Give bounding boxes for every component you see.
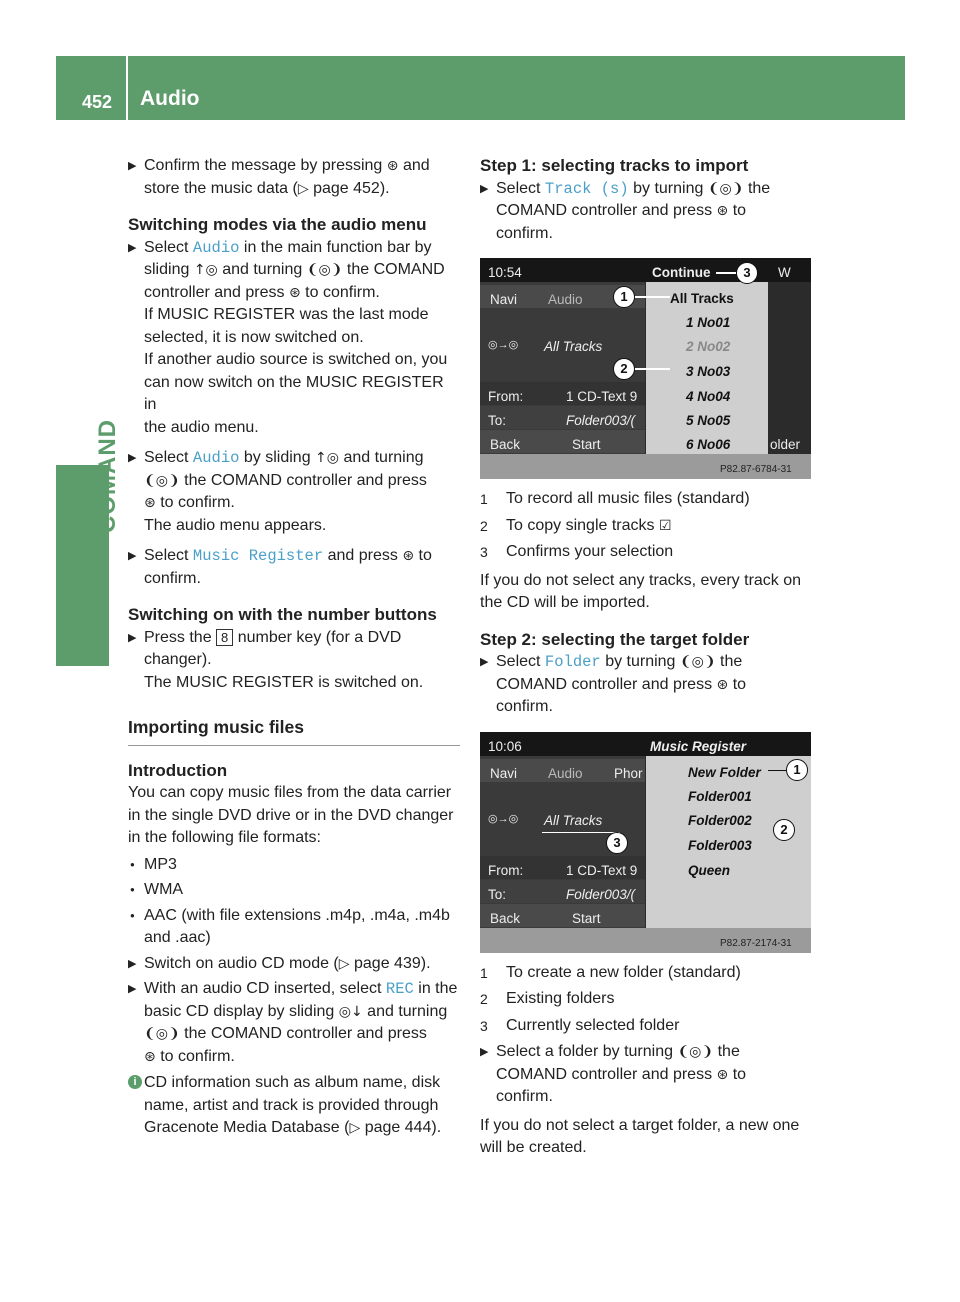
page-ref-icon: ▷	[338, 955, 350, 972]
press-icon: ⊛	[288, 284, 301, 301]
format-item: ● MP3	[128, 854, 460, 877]
press-icon: ⊛	[144, 495, 156, 511]
step-cd-mode: ▶ Switch on audio CD mode (▷ page 439).	[128, 953, 460, 976]
legend-item: 3 Currently selected folder	[480, 1016, 680, 1034]
checkbox-icon: ☑	[658, 517, 672, 534]
step-select-folder: ▶ Select Folder by turning ❨◎❩ the COMAND controller and press ⊛ to confirm.	[480, 651, 813, 719]
turn-icon: ❨◎❩	[144, 472, 180, 489]
step-select-tracks: ▶ Select Track (s) by turning ❨◎❩ the COMAND controller and press ⊛ to confirm.	[480, 178, 813, 246]
turn-icon: ❨◎❩	[679, 654, 716, 670]
callout-2: 2	[613, 358, 635, 380]
page-ref-icon: ▷	[349, 1120, 361, 1136]
turn-icon: ❨◎❩	[306, 262, 343, 278]
slide-up-icon: ↑◎	[193, 262, 218, 278]
page-ref-icon: ▷	[297, 180, 309, 197]
press-icon: ⊛	[716, 676, 729, 693]
screenshot-folder-selection: 10:06 Music Register Navi Audio Phor ◎→◎ All Tracks From: 1 CD-Text 9 To: Folder003/( Back Start New Folder Folder001 Folder002 Folder003 Queen P82.87-2174-31 1 2 3	[480, 732, 811, 953]
callout-3: 3	[736, 262, 758, 284]
info-icon: i	[128, 1075, 142, 1089]
callout-1: 1	[786, 759, 808, 781]
press-icon: ⊛	[716, 203, 729, 219]
step-select-audio: ▶ Select Audio in the main function bar by sliding ↑◎ and turning ❨◎❩ the COMAND controller and press ⊛ to confirm. If MUSIC REGISTER was the last mode selected, it is now switched on. If another audio source is switched on, you can now switch on the MUSIC REGISTER in the audio menu.	[128, 237, 460, 440]
disc-icon: ◎→◎	[488, 339, 519, 351]
info-note: i CD information such as album name, disk name, artist and track is provided through Gracenote Media Database (▷ page 444).	[128, 1072, 460, 1140]
number-key-8: 8	[216, 629, 233, 646]
note-all-tracks: If you do not select any tracks, every track on the CD will be imported.	[480, 571, 802, 611]
step-select-a-folder: ▶ Select a folder by turning ❨◎❩ the COMAND controller and press ⊛ to confirm.	[480, 1041, 813, 1109]
step-select-music-register: ▶ Select Music Register and press ⊛ to confirm.	[128, 545, 460, 590]
section-title: Audio	[140, 87, 200, 110]
turn-icon: ❨◎❩	[677, 1044, 714, 1060]
note-new-folder: If you do not select a target folder, a new one will be created.	[480, 1116, 800, 1156]
legend-item: 1 To record all music files (standard)	[480, 490, 750, 507]
right-column	[480, 155, 813, 1160]
press-icon: ⊛	[144, 1048, 156, 1065]
legend-item: 2 Existing folders	[480, 990, 615, 1007]
left-column	[128, 155, 460, 1140]
callout-3: 3	[606, 832, 628, 854]
format-item: ● WMA	[128, 879, 460, 902]
screenshot-track-selection: 10:54 Continue W Navi Audio ◎→◎ All Tracks From: 1 CD-Text 9 To: Folder003/( Back Start All Tracks 1 No01 2 No02 3 No03 4 No04 5 No05 6 No06 older P82.87-6784-31 1 2 3	[480, 258, 811, 479]
heading-importing: Importing music files	[128, 716, 460, 746]
side-tab-label: COMAND	[94, 419, 121, 533]
heading-step1: Step 1: selecting tracks to import	[480, 156, 749, 175]
page-number: 452	[82, 92, 113, 112]
disc-icon: ◎→◎	[488, 812, 519, 825]
turn-icon: ❨◎❩	[144, 1026, 180, 1042]
slide-down-icon: ◎↓	[338, 1003, 363, 1020]
press-icon: ⊛	[386, 158, 399, 174]
step-select-audio-2: ▶ Select Audio by sliding ↑◎ and turning ❨◎❩ the COMAND controller and press ⊛ to confirm. The audio menu appears.	[128, 447, 460, 537]
press-icon: ⊛	[402, 548, 415, 564]
heading-step2: Step 2: selecting the target folder	[480, 629, 750, 649]
legend-item: 2 To copy single tracks ☑	[480, 516, 672, 534]
slide-up-icon: ↑◎	[315, 450, 339, 466]
step-confirm: ▶ Confirm the message by pressing ⊛ and store the music data (▷ page 452).	[128, 155, 460, 200]
heading-introduction: Introduction	[128, 760, 228, 780]
step-select-rec: ▶ With an audio CD inserted, select REC in the basic CD display by sliding ◎↓ and turning ❨◎❩ the COMAND controller and press ⊛ to confirm.	[128, 978, 460, 1068]
press-icon: ⊛	[716, 1066, 729, 1083]
legend-item: 1 To create a new folder (standard)	[480, 963, 741, 981]
heading-switch-menu: Switching modes via the audio menu	[128, 215, 427, 234]
legend-item: 3 Confirms your selection	[480, 543, 674, 560]
callout-1: 1	[613, 286, 635, 308]
callout-2: 2	[773, 819, 795, 841]
format-item: ● AAC (with file extensions .m4p, .m4a, .m4b and .aac)	[128, 905, 460, 950]
step-number-key: ▶ Press the 8 number key (for a DVD changer). The MUSIC REGISTER is switched on.	[128, 627, 460, 695]
turn-icon: ❨◎❩	[707, 180, 744, 197]
intro-text: You can copy music files from the data carrier in the single DVD drive or in the DVD changer in the following file formats:	[128, 784, 454, 846]
header-divider	[126, 56, 128, 120]
heading-switch-number: Switching on with the number buttons	[128, 605, 437, 624]
